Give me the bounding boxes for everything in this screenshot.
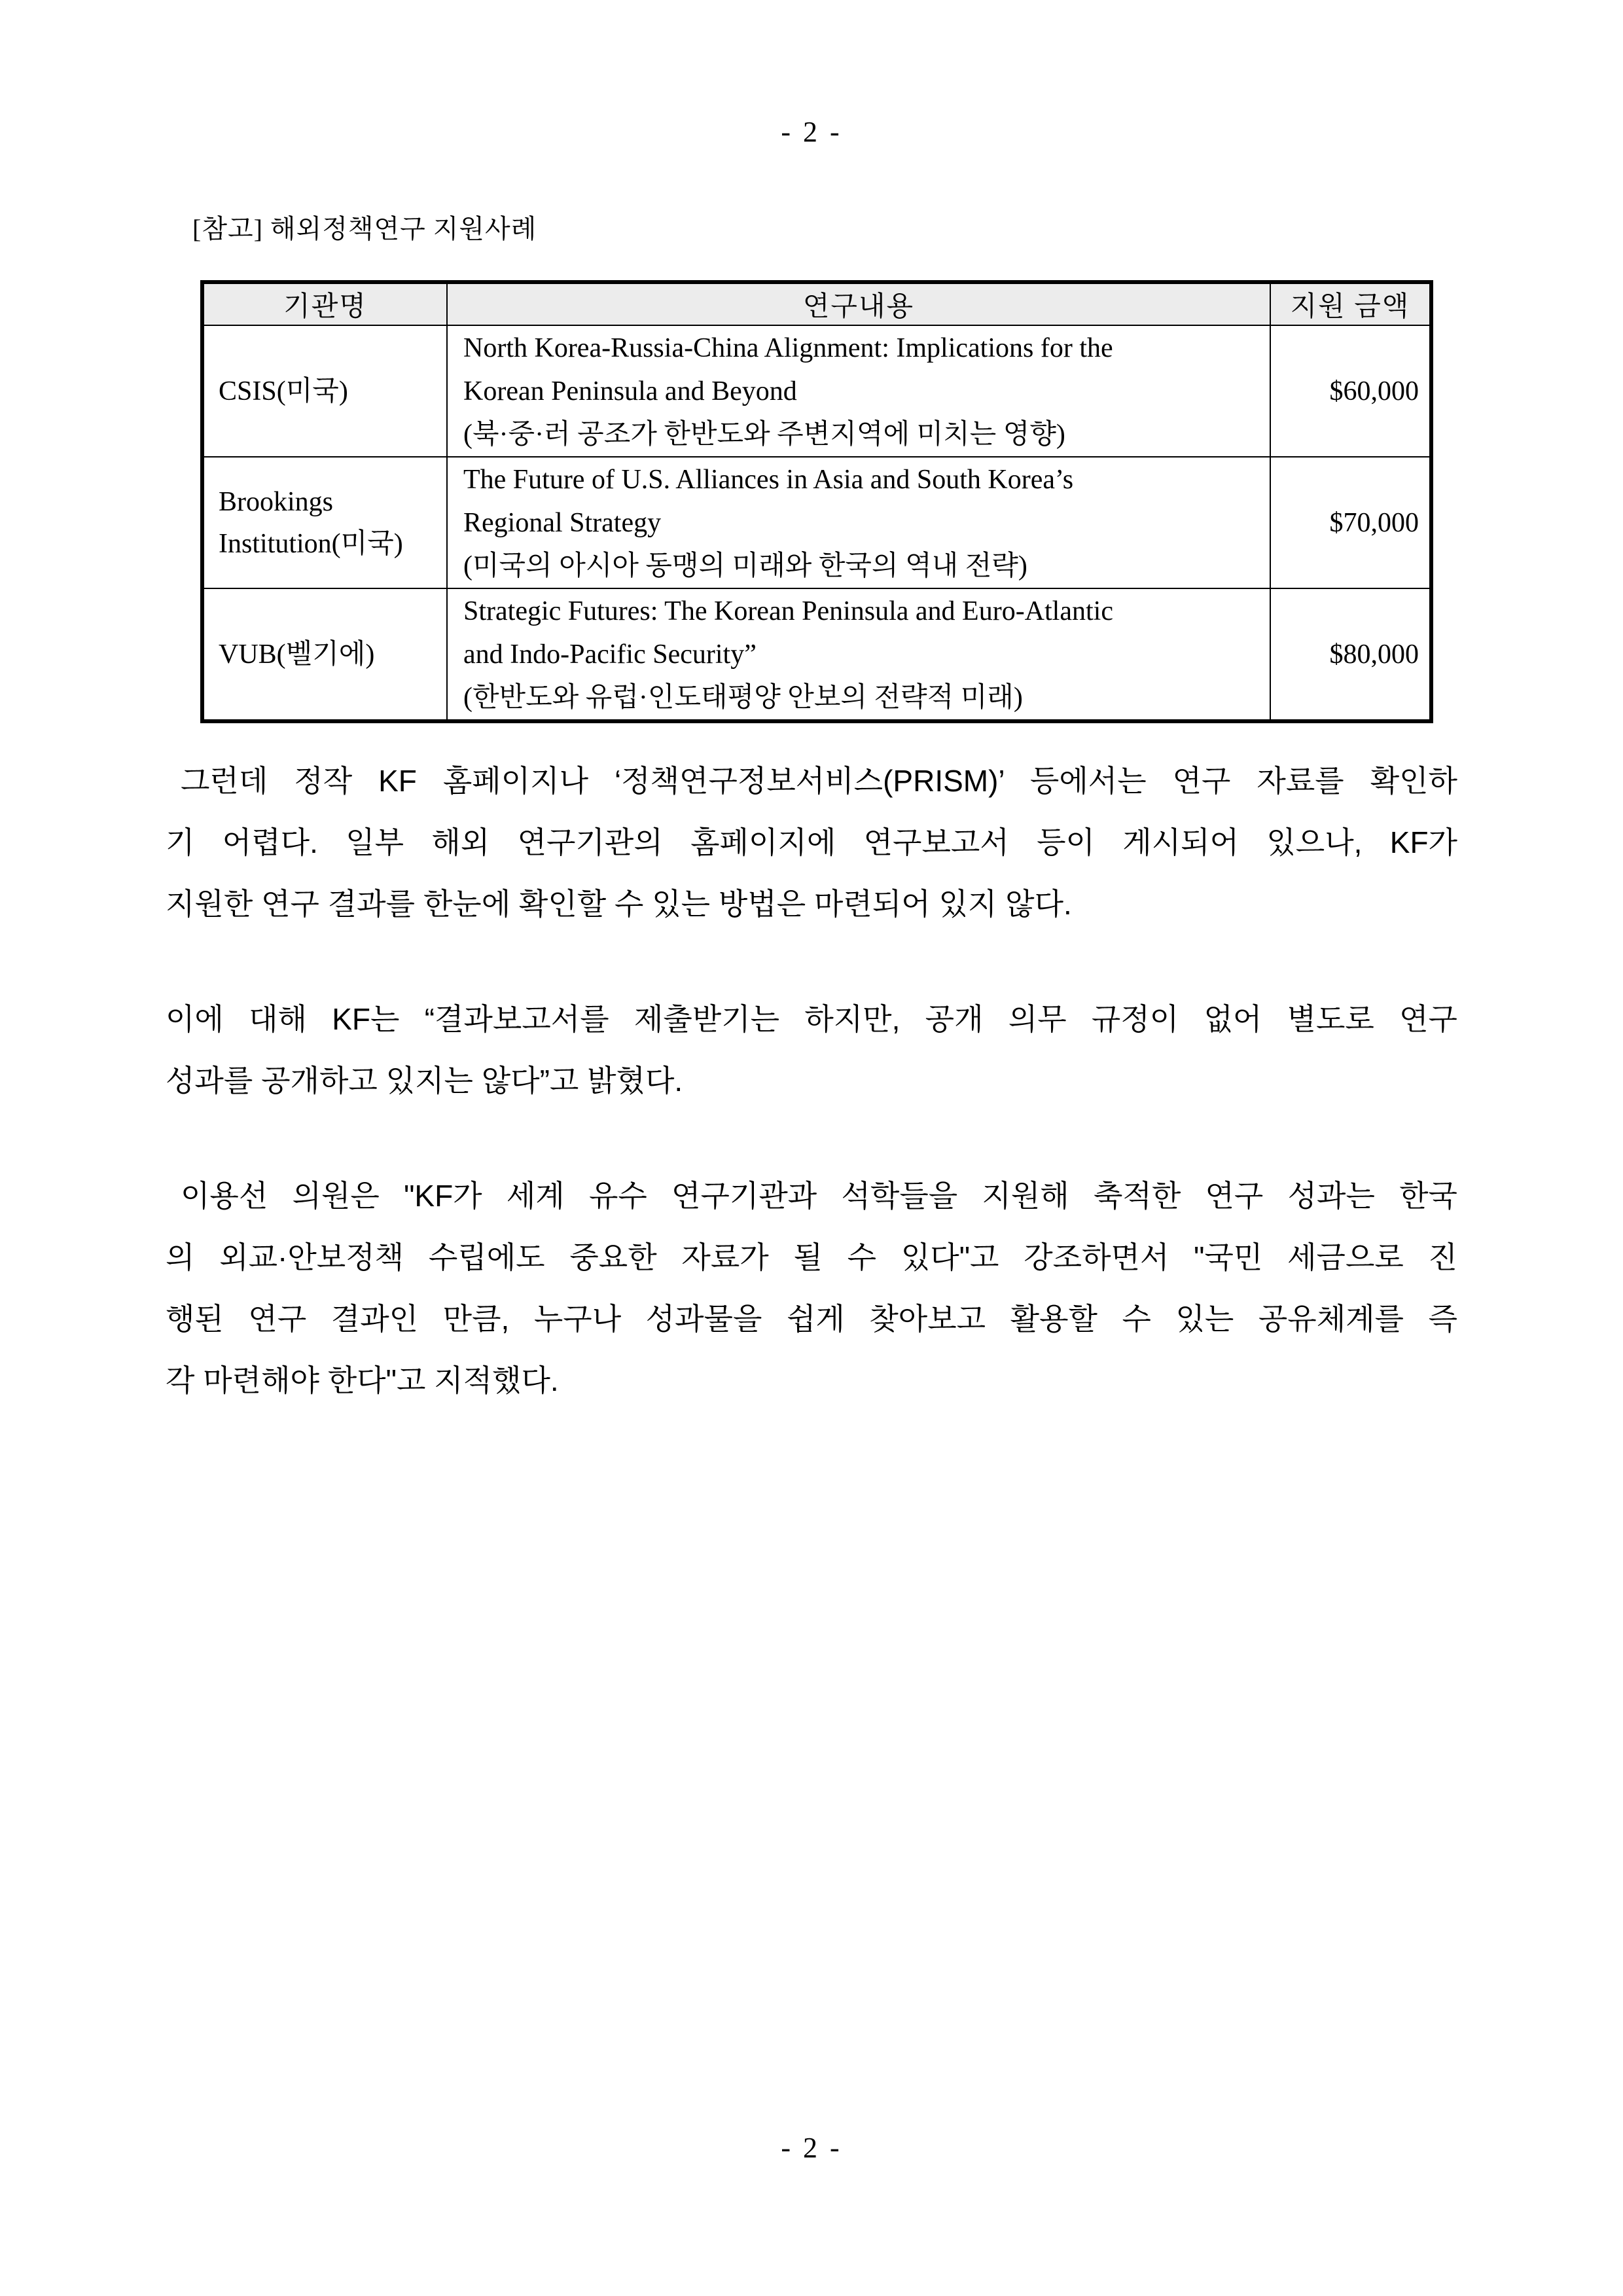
header-research-content: 연구내용 <box>447 282 1270 325</box>
table-header-row <box>202 282 1431 325</box>
paragraph-line: 이에 대해 KF는 “결과보고서를 제출받기는 하지만, 공개 의무 규정이 없어 별도로 연구 <box>166 1002 1457 1036</box>
research-title-line: and Indo-Pacific Security” <box>463 639 757 670</box>
paragraph <box>166 988 1457 1111</box>
research-content-cell <box>447 325 1270 457</box>
research-title-korean-line: (한반도와 유럽·인도태평양 안보의 전략적 미래) <box>463 682 1023 713</box>
research-title-line: North Korea-Russia-China Alignment: Implications for the <box>463 332 1113 363</box>
paragraph-line: 그런데 정작 KF 홈페이지나 ‘정책연구정보서비스(PRISM)’ 등에서는 연구 자료를 확인하 <box>166 764 1457 798</box>
paragraph-line: 의 외교·안보정책 수립에도 중요한 자료가 될 수 있다"고 강조하면서 "국민 세금으로 진 <box>166 1240 1457 1274</box>
table-row <box>202 325 1431 457</box>
article-body <box>166 750 1457 1465</box>
paragraph-line: 이용선 의원은 "KF가 세계 유수 연구기관과 석학들을 지원해 축적한 연구 성과는 한국 <box>166 1179 1457 1213</box>
research-title-korean-line: (미국의 아시아 동맹의 미래와 한국의 역내 전략) <box>463 550 1027 581</box>
research-title-korean-line: (북·중·러 공조가 한반도와 주변지역에 미치는 영향) <box>463 419 1065 450</box>
paragraph-line: 각 마련해야 한다"고 지적했다. <box>166 1363 559 1397</box>
research-title-line: Strategic Futures: The Korean Peninsula and Euro-Atlantic <box>463 596 1113 626</box>
research-content-cell <box>447 457 1270 588</box>
paragraph <box>166 1165 1457 1411</box>
table-row <box>202 457 1431 588</box>
paragraph-line: 기 어렵다. 일부 해외 연구기관의 홈페이지에 연구보고서 등이 게시되어 있으나, KF가 <box>166 825 1457 859</box>
org-name-cell: Brookings Institution(미국) <box>202 457 447 588</box>
header-org-name: 기관명 <box>202 282 447 325</box>
support-cases-table <box>200 280 1433 723</box>
amount-cell: $80,000 <box>1270 588 1431 721</box>
page-number-bottom: - 2 - <box>781 2132 842 2164</box>
research-title-line: Korean Peninsula and Beyond <box>463 376 797 406</box>
paragraph-line: 행된 연구 결과인 만큼, 누구나 성과물을 쉽게 찾아보고 활용할 수 있는 공유체계를 즉 <box>166 1302 1457 1336</box>
org-name-cell: CSIS(미국) <box>202 325 447 457</box>
paragraph <box>166 750 1457 935</box>
page-number-top: - 2 - <box>781 116 842 148</box>
paragraph-line: 지원한 연구 결과를 한눈에 확인할 수 있는 방법은 마련되어 있지 않다. <box>166 887 1072 921</box>
amount-cell: $60,000 <box>1270 325 1431 457</box>
paragraph-line: 성과를 공개하고 있지는 않다”고 밝혔다. <box>166 1064 683 1098</box>
research-title-line: The Future of U.S. Alliances in Asia and South Korea’s <box>463 464 1074 495</box>
research-title-line: Regional Strategy <box>463 507 662 538</box>
table-row <box>202 588 1431 721</box>
header-support-amount: 지원 금액 <box>1270 282 1431 325</box>
amount-cell: $70,000 <box>1270 457 1431 588</box>
org-name-cell: VUB(벨기에) <box>202 588 447 721</box>
research-content-cell <box>447 588 1270 721</box>
reference-caption: [참고] 해외정책연구 지원사례 <box>192 214 537 243</box>
